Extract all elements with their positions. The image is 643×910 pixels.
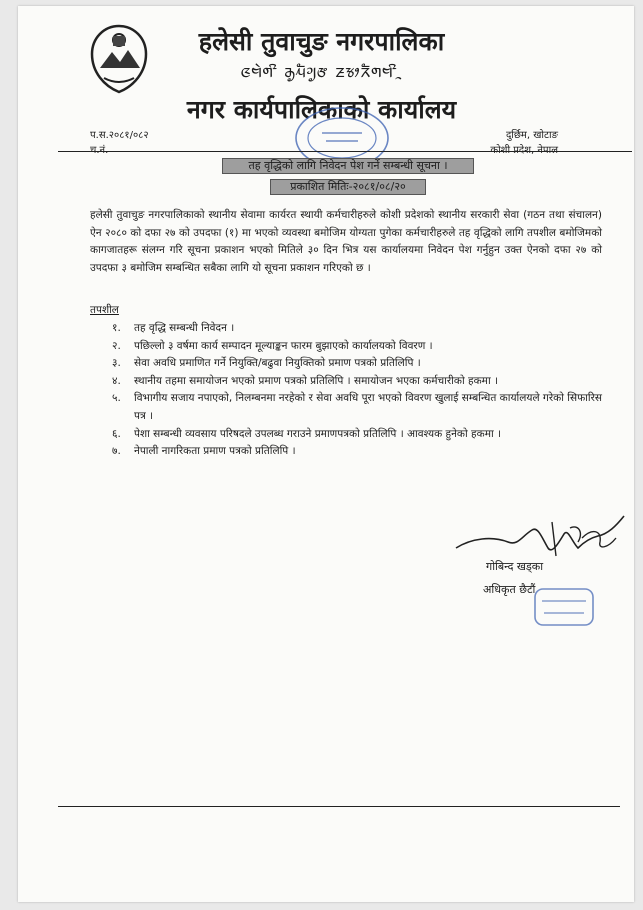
header-divider bbox=[58, 151, 632, 152]
item-text: पेशा सम्बन्धी व्यवसाय परिषदले उपलब्ध गराउने प्रमाणपत्रको प्रतिलिपि । आवश्यक हुनेको हकमा । bbox=[134, 427, 502, 440]
signatory-title: अधिकृत छैटौं bbox=[483, 583, 536, 596]
footer-divider bbox=[58, 806, 620, 807]
office-name: हलेसी तुवाचुङ नगरपालिका bbox=[198, 27, 445, 56]
reference-block bbox=[90, 128, 149, 158]
dispatch-number: च.नं. bbox=[90, 145, 109, 156]
address-block bbox=[490, 128, 558, 158]
item-number: १. bbox=[112, 322, 121, 334]
list-item bbox=[112, 338, 602, 356]
requirements-list bbox=[112, 320, 602, 461]
item-text: पछिल्लो ३ वर्षमा कार्य सम्पादन मूल्याङ्कन फारम बुझाएको कार्यालयको विवरण । bbox=[134, 339, 433, 352]
item-text: विभागीय सजाय नपाएको, निलम्बनमा नरहेको र सेवा अवधि पूरा भएको विवरण खुलाई सम्बन्धित कार्यालयले गरेको सिफारिस पत्र । bbox=[134, 392, 602, 422]
item-number: ५. bbox=[112, 392, 121, 405]
item-number: ४. bbox=[112, 374, 121, 387]
office-name-limbu: ᤜᤗᤧᤛᤡ ᤌᤢᤘᤠᤆᤢᤅ ᤏᤃᤣᤖᤠᤛᤗᤡᤳ bbox=[240, 60, 403, 82]
notice-date: प्रकाशित मितिः-२०८१/०८/२० bbox=[270, 179, 426, 195]
item-number: ३. bbox=[112, 357, 121, 370]
details-heading: तपशील bbox=[90, 304, 119, 316]
list-item bbox=[112, 320, 602, 338]
address-province: कोशी प्रदेश, नेपाल bbox=[490, 145, 558, 156]
item-text: नेपाली नागरिकता प्रमाण पत्रको प्रतिलिपि । bbox=[134, 445, 296, 458]
list-item bbox=[112, 355, 602, 373]
item-number: २. bbox=[112, 339, 121, 352]
notice-title: तह वृद्धिको लागि निवेदन पेश गर्ने सम्बन्धी सूचना । bbox=[222, 158, 474, 174]
list-item bbox=[112, 390, 602, 425]
signatory-stamp-icon bbox=[532, 585, 596, 629]
item-text: सेवा अवधि प्रमाणित गर्ने नियुक्ति/बढुवा नियुक्तिको प्रमाण पत्रको प्रतिलिपि । bbox=[134, 357, 421, 370]
address-place: दुर्छिम, खोटाङ bbox=[505, 130, 558, 141]
notice-body: हलेसी तुवाचुङ नगरपालिकाको स्थानीय सेवामा कार्यरत स्थायी कर्मचारीहरुले कोशी प्रदेशको स्थानीय सरकारी सेवा (गठन तथा संचालन) ऐन २०८० को दफा २७ को उपदफा (१) मा भएको व्यवस्था बमोजिम योग्यता पुगेका कर्मचारीहरुले तह वृद्धिको लागि तपशील बमोजिमको कागजातहरू संलग्न गरि सूचना प्रकाशन भएको मितिले ३० दिन भित्र यस कार्यालयमा निवेदन पेश गर्नुहुन उक्त ऐनको दफा २७ को उपदफा ३ बमोजिम सम्बन्धित सबैका लागि यो सूचना प्रकाशन गरिएको छ । bbox=[90, 209, 602, 274]
list-item bbox=[112, 426, 602, 444]
item-number: ६. bbox=[112, 427, 121, 440]
item-text: तह वृद्धि सम्बन्धी निवेदन । bbox=[134, 322, 235, 334]
office-subtitle: नगर कार्यपालिकाको कार्यालय bbox=[186, 95, 457, 124]
list-item bbox=[112, 373, 602, 391]
signatory-name: गोबिन्द खड्का bbox=[486, 560, 544, 573]
item-text: स्थानीय तहमा समायोजन भएको प्रमाण पत्रको प्रतिलिपि । समायोजन भएका कर्मचारीको हकमा । bbox=[134, 374, 498, 387]
reference-number: प.स.२०८१/०८२ bbox=[90, 130, 149, 141]
list-item bbox=[112, 443, 602, 461]
item-number: ७. bbox=[112, 445, 121, 458]
